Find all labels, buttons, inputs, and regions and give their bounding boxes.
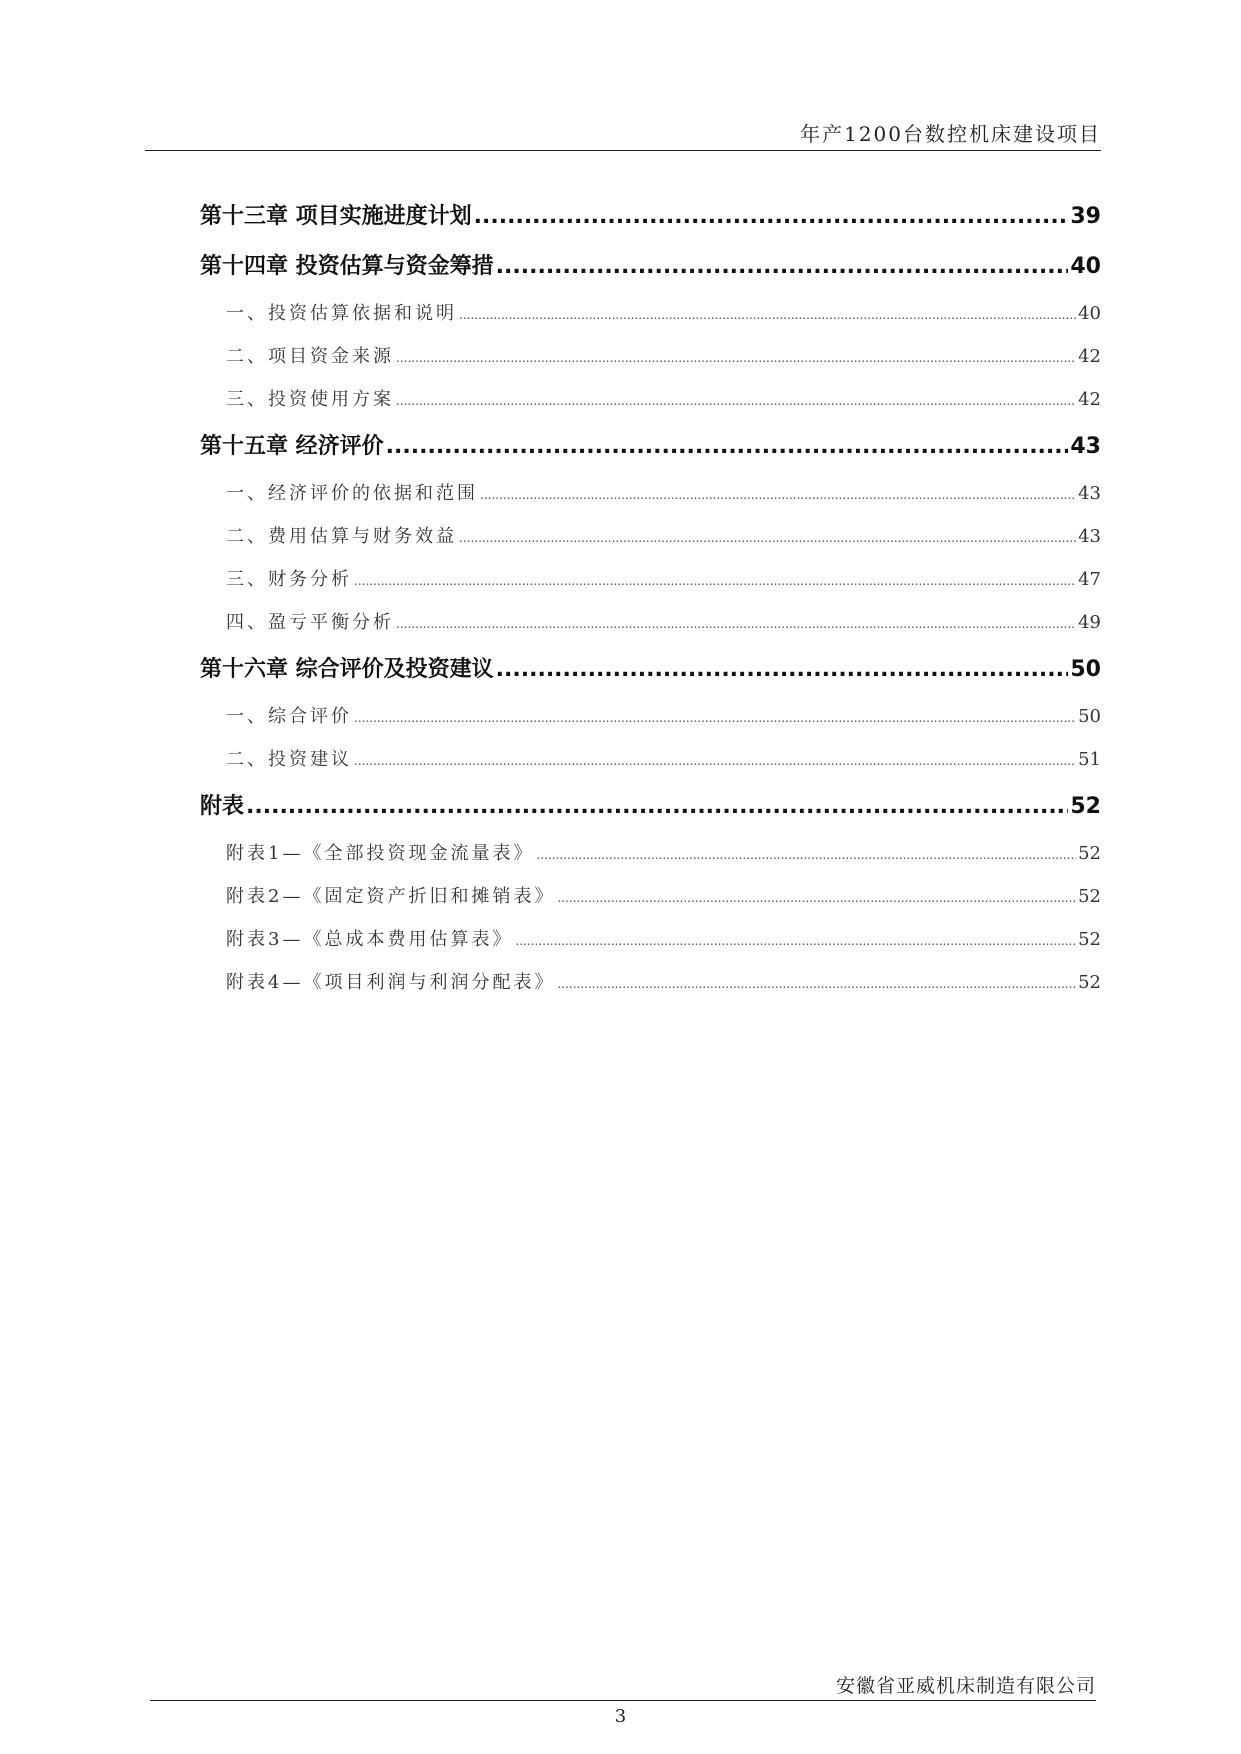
- toc-entry-page: 52: [1078, 886, 1101, 907]
- toc-entry-page: 43: [1078, 483, 1101, 504]
- toc-entry-page: 40: [1070, 254, 1101, 279]
- toc-chapter-15[interactable]: [200, 429, 1101, 465]
- toc-entry-title: 附表2—《固定资产折旧和摊销表》: [226, 886, 556, 907]
- toc-entry-title: 二、费用估算与财务效益: [226, 526, 457, 547]
- toc-section-15-1[interactable]: [200, 479, 1101, 509]
- toc-entry-title: 四、盈亏平衡分析: [226, 612, 394, 633]
- toc-leader-dots: [515, 934, 1076, 948]
- toc-entry-page: 42: [1078, 346, 1101, 367]
- toc-chapter-13[interactable]: [200, 199, 1101, 235]
- toc-appendix-table-4[interactable]: [200, 968, 1101, 998]
- table-of-contents: [200, 185, 1101, 1011]
- page-header-title: 年产1200台数控机床建设项目: [800, 122, 1101, 146]
- toc-entry-page: 52: [1070, 794, 1101, 819]
- toc-chapter-appendix[interactable]: [200, 789, 1101, 825]
- toc-leader-dots: [536, 848, 1076, 862]
- toc-entry-title: 附表4—《项目利润与利润分配表》: [226, 972, 556, 993]
- toc-entry-title: 一、经济评价的依据和范围: [226, 483, 478, 504]
- toc-entry-title: 第十四章 投资估算与资金筹措: [200, 254, 494, 279]
- toc-leader-dots: [459, 531, 1076, 545]
- toc-appendix-table-2[interactable]: [200, 882, 1101, 912]
- toc-leader-dots: [480, 488, 1076, 502]
- footer-company-name: 安徽省亚威机床制造有限公司: [835, 1675, 1096, 1697]
- toc-entry-title: 二、投资建议: [226, 749, 352, 770]
- toc-entry-page: 50: [1078, 706, 1101, 727]
- toc-entry-title: 第十三章 项目实施进度计划: [200, 204, 472, 229]
- header-rule: [145, 150, 1101, 151]
- toc-entry-title: 附表1—《全部投资现金流量表》: [226, 843, 535, 864]
- toc-leader-dots: [246, 794, 1068, 819]
- toc-section-15-2[interactable]: [200, 522, 1101, 552]
- toc-section-14-3[interactable]: [200, 385, 1101, 415]
- toc-leader-dots: [496, 657, 1069, 682]
- toc-entry-page: 49: [1078, 612, 1101, 633]
- toc-leader-dots: [459, 308, 1076, 322]
- toc-entry-page: 50: [1070, 657, 1101, 682]
- toc-leader-dots: [496, 254, 1069, 279]
- toc-entry-title: 一、综合评价: [226, 706, 352, 727]
- toc-leader-dots: [354, 711, 1076, 725]
- toc-section-16-2[interactable]: [200, 745, 1101, 775]
- toc-leader-dots: [396, 351, 1076, 365]
- toc-section-16-1[interactable]: [200, 702, 1101, 732]
- toc-entry-page: 52: [1078, 843, 1101, 864]
- toc-entry-title: 第十六章 综合评价及投资建议: [200, 657, 494, 682]
- toc-entry-title: 第十五章 经济评价: [200, 434, 384, 459]
- toc-entry-page: 51: [1078, 749, 1101, 770]
- toc-leader-dots: [396, 617, 1076, 631]
- toc-section-15-3[interactable]: [200, 565, 1101, 595]
- toc-entry-page: 52: [1078, 929, 1101, 950]
- toc-entry-page: 43: [1070, 434, 1101, 459]
- toc-leader-dots: [354, 754, 1076, 768]
- toc-entry-title: 二、项目资金来源: [226, 346, 394, 367]
- toc-appendix-table-3[interactable]: [200, 925, 1101, 955]
- toc-entry-page: 42: [1078, 389, 1101, 410]
- toc-entry-title: 一、投资估算依据和说明: [226, 303, 457, 324]
- toc-entry-page: 39: [1070, 204, 1101, 229]
- footer-rule: [150, 1700, 1096, 1701]
- toc-section-14-2[interactable]: [200, 342, 1101, 372]
- toc-entry-title: 三、财务分析: [226, 569, 352, 590]
- toc-entry-page: 52: [1078, 972, 1101, 993]
- toc-leader-dots: [557, 891, 1076, 905]
- toc-section-14-1[interactable]: [200, 299, 1101, 329]
- toc-leader-dots: [474, 204, 1069, 229]
- toc-leader-dots: [386, 434, 1069, 459]
- page-number: 3: [614, 1706, 627, 1727]
- toc-entry-title: 附表: [200, 794, 245, 819]
- toc-leader-dots: [354, 574, 1076, 588]
- toc-entry-page: 43: [1078, 526, 1101, 547]
- toc-appendix-table-1[interactable]: [200, 839, 1101, 869]
- toc-entry-title: 三、投资使用方案: [226, 389, 394, 410]
- toc-leader-dots: [557, 977, 1076, 991]
- toc-leader-dots: [396, 394, 1076, 408]
- toc-entry-page: 47: [1078, 569, 1101, 590]
- toc-entry-title: 附表3—《总成本费用估算表》: [226, 929, 514, 950]
- toc-section-15-4[interactable]: [200, 608, 1101, 638]
- toc-chapter-16[interactable]: [200, 652, 1101, 688]
- toc-entry-page: 40: [1078, 303, 1101, 324]
- toc-chapter-14[interactable]: [200, 249, 1101, 285]
